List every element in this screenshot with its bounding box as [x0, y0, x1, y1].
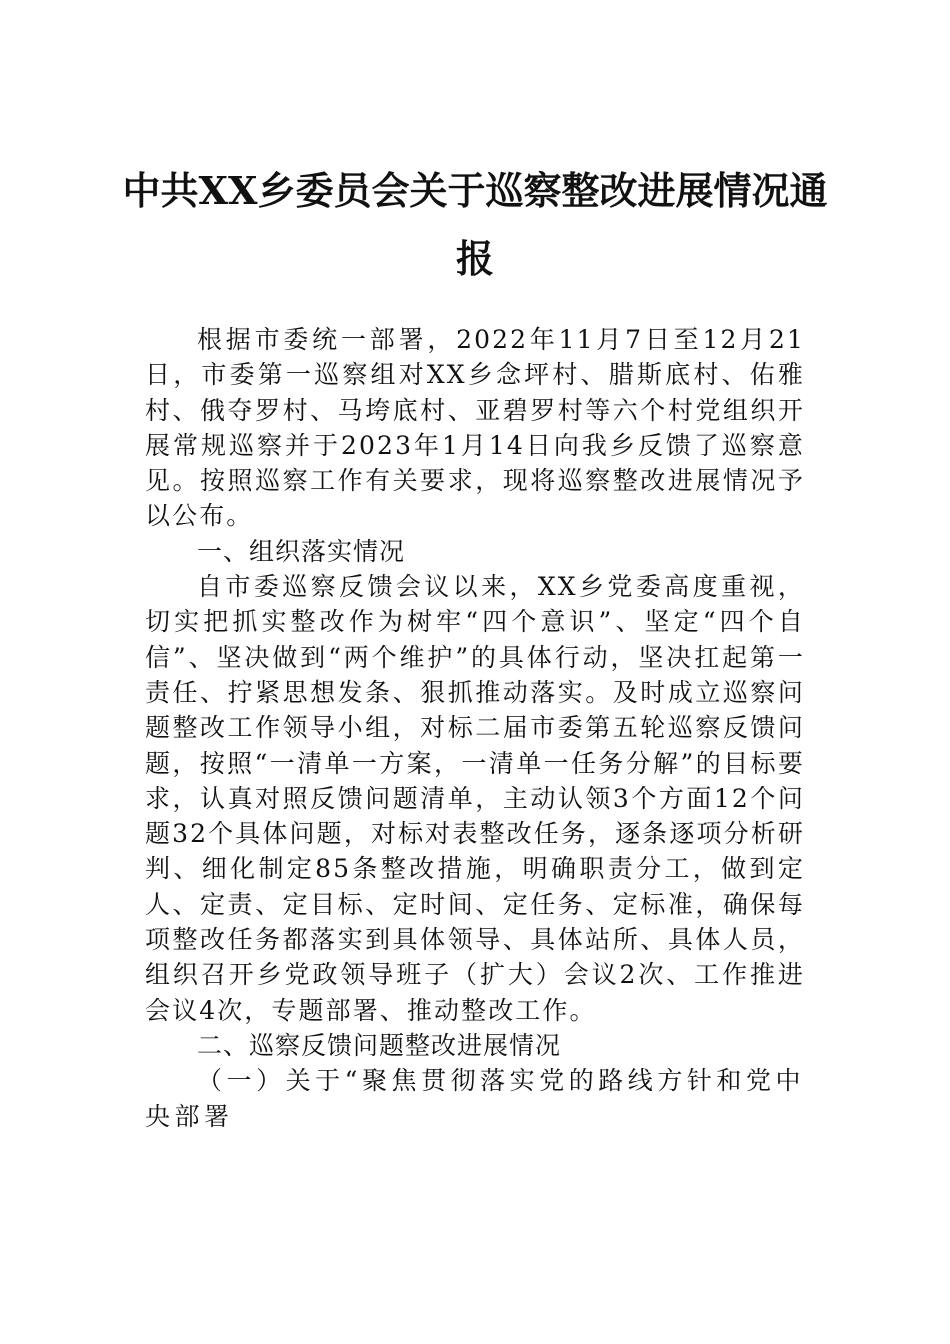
section2-heading: 二、巡察反馈问题整改进展情况: [197, 1030, 562, 1060]
section1-heading: 一、组织落实情况: [197, 536, 406, 566]
section1-paragraph: 自市委巡察反馈会议以来，XX乡党委高度重视，切实把抓实整改作为树牢“四个意识”、坚定“四个自信”、坚决做到“两个维护”的具体行动，坚决扛起第一责任、拧紧思想发条、狠抓推动落实。及时成立巡察问题整改工作领导小组，对标二届市委第五轮巡察反馈问题，按照“一清单一方案，一清单一任务分解”的目标要求，认真对照反馈问题清单，主动认领3个方面12个问题32个具体问题，对标对表整改任务，逐条逐项分析研判、细化制定85条整改措施，明确职责分工，做到定人、定责、定目标、定时间、定任务、定标准，确保每项整改任务都落实到具体领导、具体站所、具体人员，组织召开乡党政领导班子（扩大）会议2次、工作推进会议4次，专题部署、推动整改工作。: [145, 572, 805, 1025]
subsection1-paragraph: （一）关于“聚焦贯彻落实党的路线方针和党中央部署: [145, 1066, 805, 1131]
intro-paragraph: 根据市委统一部署，2022年11月7日至12月21日，市委第一巡察组对XX乡念坪村、腊斯底村、佑雅村、俄夺罗村、马垮底村、亚碧罗村等六个村党组织开展常规巡察并于2023年1月14日向我乡反馈了巡察意见。按照巡察工作有关要求，现将巡察整改进展情况予以公布。: [145, 325, 805, 531]
document-title-line2: 报: [455, 236, 494, 281]
document-title-line1: 中共XX乡委员会关于巡察整改进展情况通: [122, 168, 828, 213]
document-body: [145, 322, 805, 1134]
